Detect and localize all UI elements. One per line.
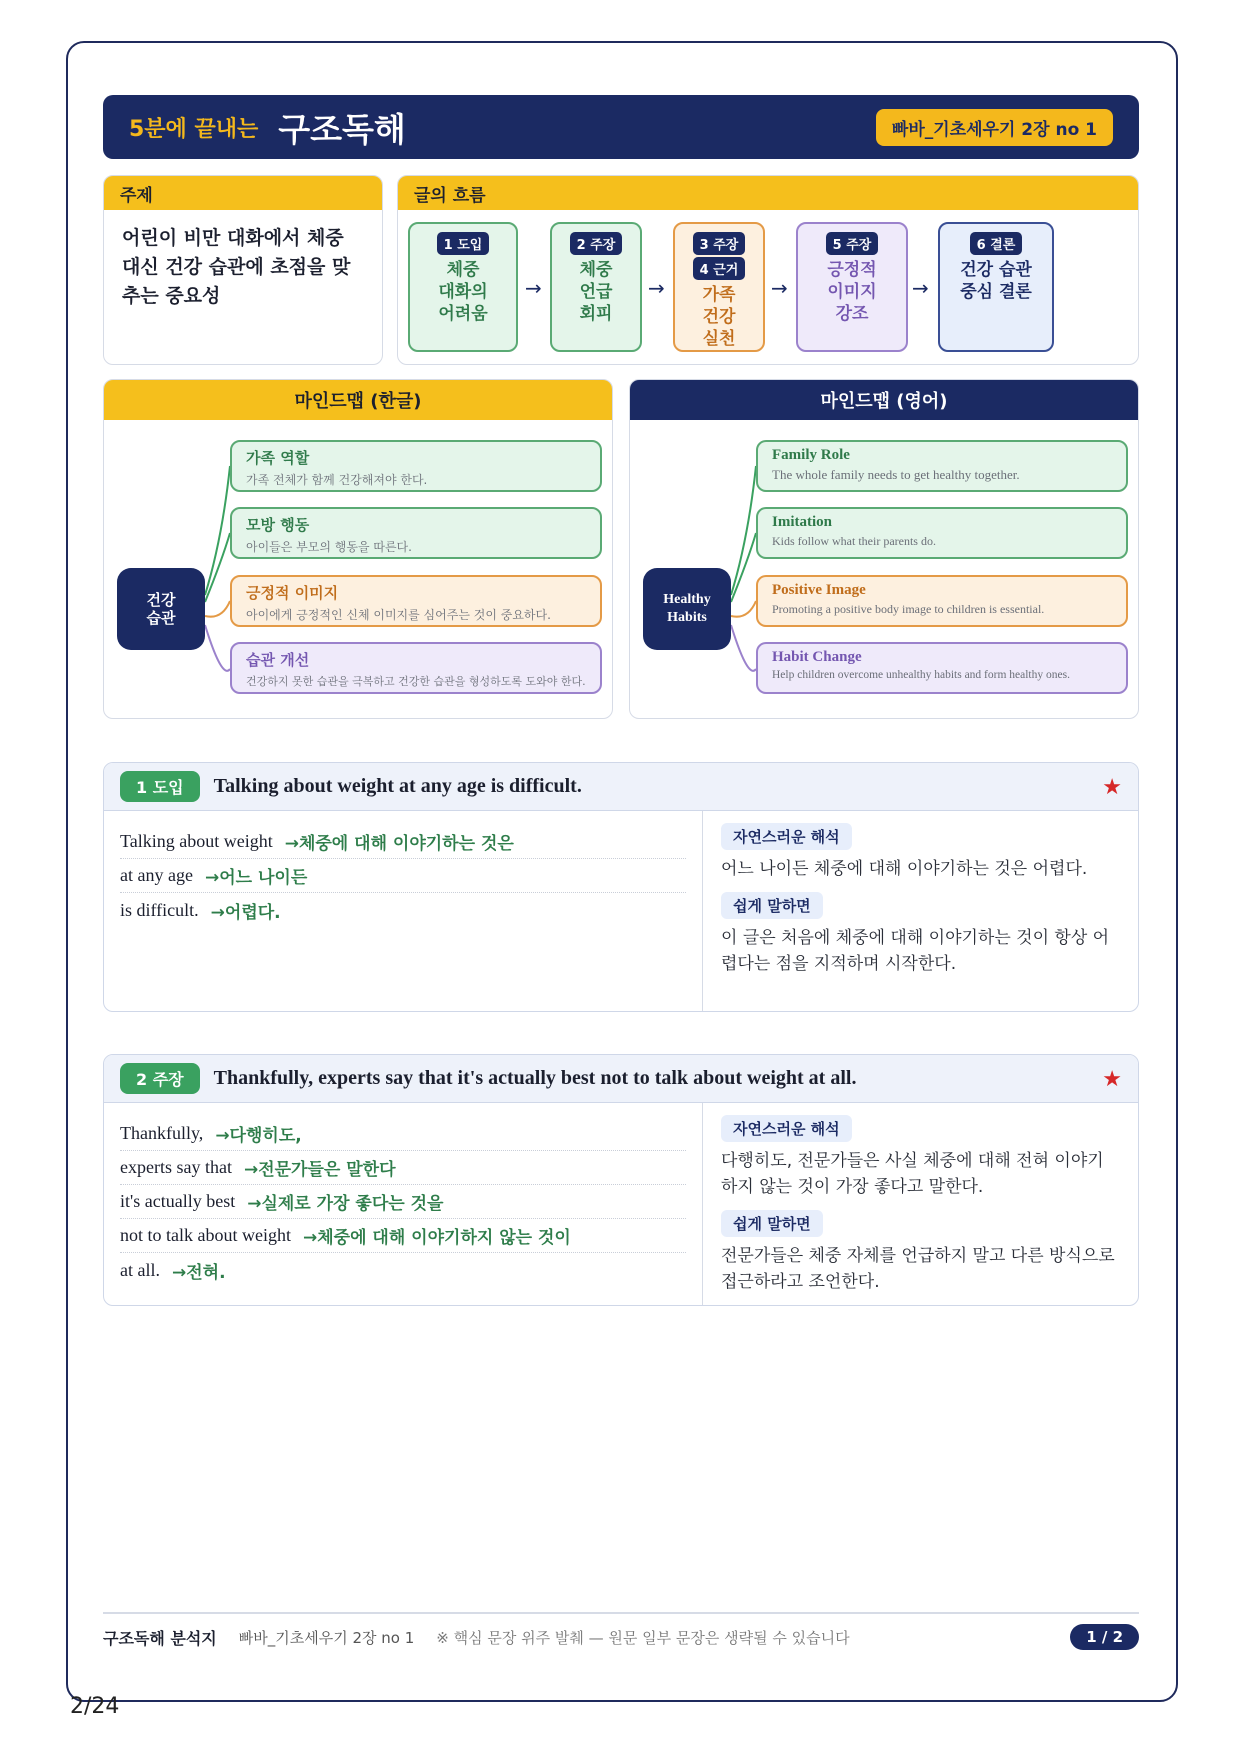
node-title: Habit Change (772, 649, 862, 665)
chunk-row (120, 825, 686, 859)
natural-translation-tag: 자연스러운 해석 (721, 1115, 852, 1142)
node-title: Imitation (772, 514, 832, 530)
chunk-en: experts say that (120, 1157, 232, 1177)
flow-step-5 (938, 222, 1054, 352)
page-counter: 2/24 (70, 1694, 120, 1719)
chunk-en: at any age (120, 865, 193, 885)
mindmap-kr-panel (103, 379, 613, 719)
chunk-row (120, 1185, 686, 1219)
flow-step-1 (408, 222, 518, 352)
page-header (103, 95, 1139, 159)
flow-step-text: 체중 대화의 어려움 (438, 260, 488, 324)
flow-step-4 (796, 222, 908, 352)
sentence-card-1 (103, 762, 1139, 1012)
flow-step-text: 건강 습관 중심 결론 (960, 260, 1032, 302)
sentence-text: Talking about weight at any age is difficult. (213, 775, 582, 797)
natural-translation-tag: 자연스러운 해석 (721, 823, 852, 850)
flow-step-3 (673, 222, 765, 352)
chunk-ko: →체중에 대해 이야기하는 것은 (284, 834, 514, 854)
page-footer (103, 1622, 1139, 1652)
chunk-row (120, 859, 686, 893)
flow-arrow-icon: → (912, 276, 929, 300)
star-icon: ★ (1102, 1067, 1122, 1092)
mindmap-kr-node-2 (230, 507, 602, 559)
flow-step-text: 긍정적 이미지 강조 (827, 260, 877, 324)
mindmap-en-node-3 (756, 575, 1128, 627)
chunk-list (104, 811, 703, 1011)
node-title: 가족 역할 (246, 449, 310, 467)
node-desc: 아이에게 긍정적인 신체 이미지를 심어주는 것이 중요하다. (246, 608, 551, 622)
flow-step-text: 체중 언급 회피 (579, 260, 613, 324)
chunk-ko: →체중에 대해 이야기하지 않는 것이 (302, 1228, 571, 1248)
flow-step-badge: 4 근거 (693, 257, 746, 280)
sentence-label-badge: 1 도입 (120, 771, 200, 802)
chunk-en: not to talk about weight (120, 1225, 291, 1245)
chunk-ko: →어렵다. (210, 902, 281, 923)
page-indicator: 1 / 2 (1070, 1624, 1139, 1650)
footer-code: 빠바_기초세우기 2장 no 1 (238, 1628, 415, 1647)
node-title: Family Role (772, 447, 850, 463)
sentence-text: Thankfully, experts say that it's actually best not to talk about weight at all. (213, 1067, 857, 1089)
natural-translation: 다행히도, 전문가들은 사실 체중에 대해 전혀 이야기하지 않는 것이 가장 좋다고 말한다. (721, 1151, 1104, 1197)
flow-step-badge: 1 도입 (437, 232, 490, 255)
footer-note: ※ 핵심 문장 위주 발췌 — 원문 일부 문장은 생략될 수 있습니다 (436, 1628, 850, 1647)
easy-explanation-tag: 쉽게 말하면 (721, 892, 823, 919)
node-title: 모방 행동 (246, 516, 310, 534)
easy-explanation-tag: 쉽게 말하면 (721, 1210, 823, 1237)
node-desc: The whole family needs to get healthy together. (772, 467, 1020, 482)
chunk-en: it's actually best (120, 1191, 236, 1211)
chunk-en: is difficult. (120, 899, 199, 920)
explanation-panel (703, 1103, 1138, 1305)
sentence-card-2 (103, 1054, 1139, 1306)
sentence-label-badge: 2 주장 (120, 1063, 200, 1094)
mindmap-en-label: 마인드맵 (영어) (630, 380, 1138, 420)
chunk-en: Thankfully, (120, 1123, 204, 1143)
mindmap-en-panel (629, 379, 1139, 719)
footer-divider (103, 1612, 1139, 1614)
lesson-code-badge: 빠바_기초세우기 2장 no 1 (876, 109, 1113, 146)
flow-arrow-icon: → (525, 276, 542, 300)
header-subtitle: 5분에 끝내는 (129, 116, 259, 142)
chunk-ko: →전혀. (171, 1262, 226, 1283)
star-icon: ★ (1102, 775, 1122, 800)
mindmap-kr-label: 마인드맵 (한글) (104, 380, 612, 420)
flow-step-text: 가족 건강 실천 (702, 285, 736, 349)
chunk-list (104, 1103, 703, 1305)
topic-label: 주제 (104, 176, 382, 210)
node-title: Positive Image (772, 582, 866, 598)
flow-step-badge: 3 주장 (693, 232, 746, 255)
chunk-ko: →어느 나이든 (204, 868, 308, 888)
node-desc: Promoting a positive body image to children is essential. (772, 602, 1045, 616)
mindmap-en-node-4 (756, 642, 1128, 694)
topic-panel (103, 175, 383, 365)
node-desc: 건강하지 못한 습관을 극복하고 건강한 습관을 형성하도록 도와야 한다. (246, 675, 586, 688)
node-desc: 가족 전체가 함께 건강해져야 한다. (246, 473, 428, 487)
topic-text: 어린이 비만 대화에서 체중 대신 건강 습관에 초점을 맞추는 중요성 (122, 227, 351, 307)
flow-arrow-icon: → (771, 276, 788, 300)
mindmap-kr-node-3 (230, 575, 602, 627)
flow-step-badge: 6 결론 (970, 232, 1023, 255)
node-title: 습관 개선 (246, 651, 310, 669)
chunk-row (120, 1117, 686, 1151)
chunk-row (120, 1253, 686, 1287)
explanation-panel (703, 811, 1138, 1011)
chunk-ko: →실제로 가장 좋다는 것을 (247, 1194, 444, 1214)
flow-panel (397, 175, 1139, 365)
mindmap-kr-hub: 건강 습관 (117, 568, 205, 650)
chunk-ko: →전문가들은 말한다 (243, 1160, 396, 1180)
chunk-row (120, 893, 686, 927)
header-title: 구조독해 (278, 109, 406, 149)
flow-step-badge: 2 주장 (570, 232, 623, 255)
mindmap-kr-node-4 (230, 642, 602, 694)
chunk-en: at all. (120, 1259, 160, 1280)
mindmap-en-node-1 (756, 440, 1128, 492)
node-title: 긍정적 이미지 (246, 584, 339, 602)
chunk-ko: →다행히도, (215, 1126, 302, 1146)
mindmap-en-node-2 (756, 507, 1128, 559)
mindmap-kr-node-1 (230, 440, 602, 492)
node-desc: Kids follow what their parents do. (772, 534, 936, 548)
flow-arrow-icon: → (648, 276, 665, 300)
chunk-row (120, 1219, 686, 1253)
footer-title: 구조독해 분석지 (103, 1628, 217, 1648)
chunk-en: Talking about weight (120, 831, 273, 851)
easy-explanation: 이 글은 처음에 체중에 대해 이야기하는 것이 항상 어렵다는 점을 지적하며 시작한다. (721, 928, 1110, 974)
flow-step-2 (550, 222, 642, 352)
node-desc: 아이들은 부모의 행동을 따른다. (246, 540, 412, 554)
chunk-row (120, 1151, 686, 1185)
natural-translation: 어느 나이든 체중에 대해 이야기하는 것은 어렵다. (721, 859, 1088, 879)
mindmap-en-hub: Healthy Habits (643, 568, 731, 650)
easy-explanation: 전문가들은 체중 자체를 언급하지 말고 다른 방식으로 접근하라고 조언한다. (721, 1246, 1115, 1292)
flow-step-badge: 5 주장 (826, 232, 879, 255)
node-desc: Help children overcome unhealthy habits and form healthy ones. (772, 669, 1070, 681)
flow-label: 글의 흐름 (398, 176, 1138, 210)
